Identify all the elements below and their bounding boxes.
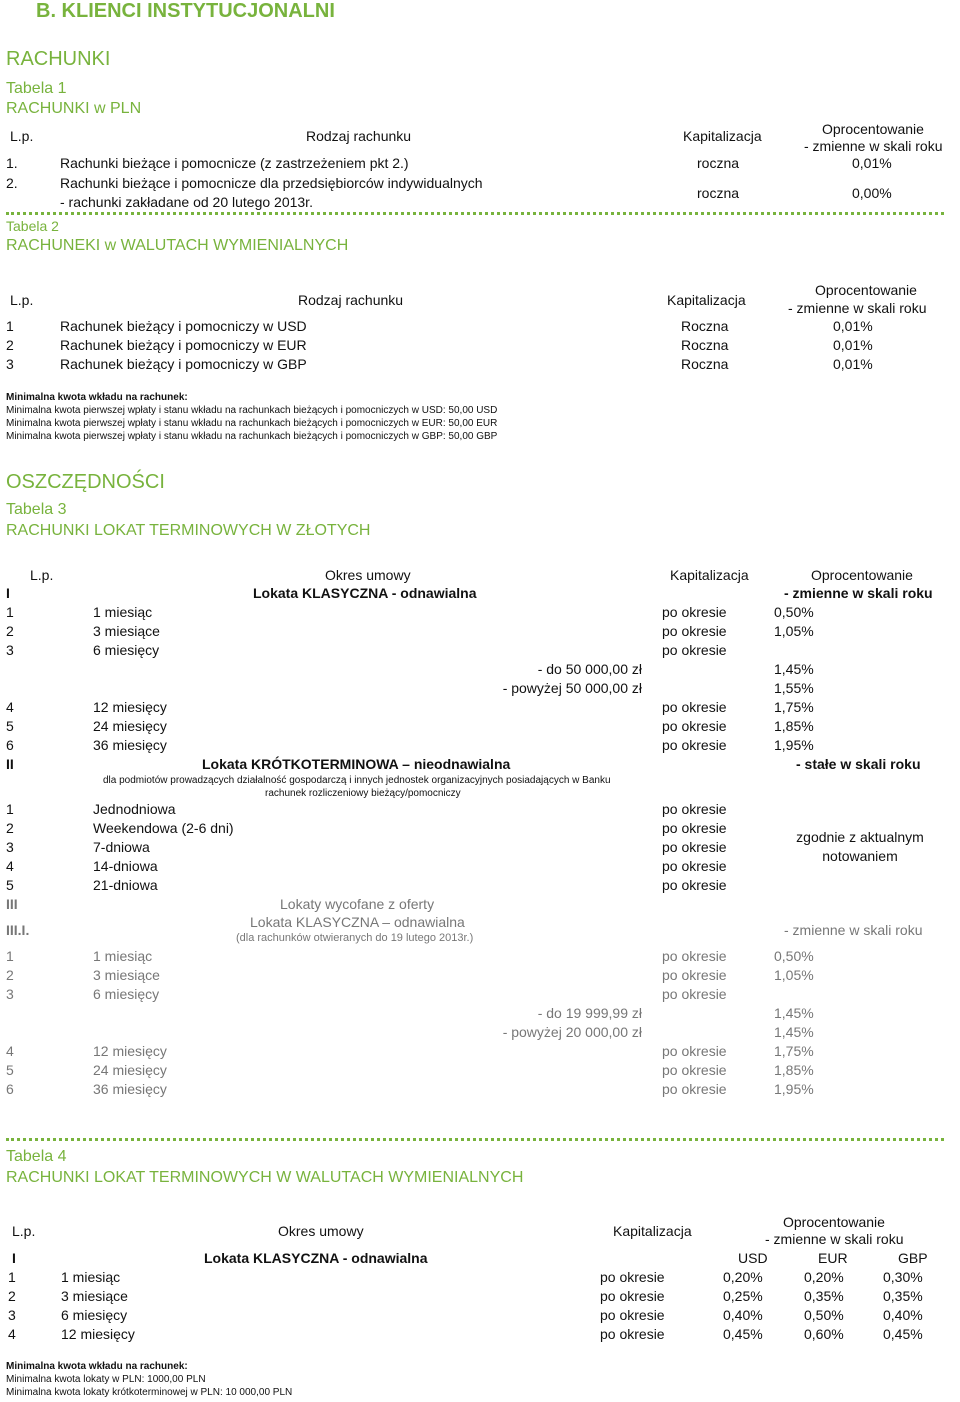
- table3-row-rate: 1,95%: [774, 737, 814, 753]
- table2-row2-kap: Roczna: [681, 337, 729, 353]
- table3-row-lp: 5: [6, 877, 14, 893]
- t4-min-short: Minimalna kwota lokaty krótkoterminowej w PLN: 10 000,00 PLN: [6, 1387, 293, 1398]
- table3-row-rate: 1,05%: [774, 967, 814, 983]
- table1-row1-lp: 1.: [6, 155, 18, 171]
- table4-row-gbp: 0,45%: [883, 1326, 923, 1342]
- table1-header-opr-note: - zmienne w skali roku: [804, 138, 943, 154]
- table3-row-kap: po okresie: [662, 877, 727, 893]
- table3-row-rate: 1,05%: [774, 623, 814, 639]
- oszczednosci-heading: OSZCZĘDNOŚCI: [6, 471, 165, 493]
- table3-row-lp: 6: [6, 737, 14, 753]
- table2-row2-name: Rachunek bieżący i pomocniczy w EUR: [60, 337, 307, 353]
- table3-row-rate: 1,45%: [774, 1005, 814, 1021]
- table3-row-kap: po okresie: [662, 1062, 727, 1078]
- table3-row-lp: 3: [6, 839, 14, 855]
- min-deposit-gbp: Minimalna kwota pierwszej wpłaty i stanu wkładu na rachunkach bieżących i pomocniczych w GBP: 50,00 GBP: [6, 431, 498, 442]
- table2-row3-lp: 3: [6, 356, 14, 372]
- table2-row2-rate: 0,01%: [833, 337, 873, 353]
- table2-row3-kap: Roczna: [681, 356, 729, 372]
- table4-row-okres: 1 miesiąc: [61, 1269, 121, 1285]
- table3-row-rate: 1,85%: [774, 1062, 814, 1078]
- table4-row-eur: 0,60%: [804, 1326, 844, 1342]
- table3-row-kap: po okresie: [662, 839, 727, 855]
- table3-sec2-rate: zgodnie z aktualnym: [796, 829, 924, 845]
- table3-row-okres: 3 miesiące: [93, 967, 160, 983]
- table4-row-usd: 0,40%: [723, 1307, 763, 1323]
- table2-header-kap: Kapitalizacja: [667, 292, 746, 308]
- table4-row-kap: po okresie: [600, 1307, 665, 1323]
- table4-header-opr: Oprocentowanie: [783, 1214, 885, 1230]
- table3-row-okres: 36 miesięcy: [93, 1081, 167, 1097]
- table3-row-okres: Weekendowa (2-6 dni): [93, 820, 234, 836]
- table3-header-kap: Kapitalizacja: [670, 567, 749, 583]
- table3-row-kap: po okresie: [662, 642, 727, 658]
- table3-row-okres: 24 miesięcy: [93, 1062, 167, 1078]
- table3-label: Tabela 3: [6, 501, 67, 518]
- table2-row1-name: Rachunek bieżący i pomocniczy w USD: [60, 318, 307, 334]
- table3-row-kap: po okresie: [662, 718, 727, 734]
- table3-sec31-note: - zmienne w skali roku: [784, 922, 923, 938]
- table4-row-lp: 2: [8, 1288, 16, 1304]
- table3-row-rate: 0,50%: [774, 948, 814, 964]
- min-deposit-title: Minimalna kwota wkładu na rachunek:: [6, 392, 188, 403]
- table4-row-okres: 3 miesiące: [61, 1288, 128, 1304]
- table4-row-eur: 0,35%: [804, 1288, 844, 1304]
- table4-col-gbp: GBP: [898, 1250, 928, 1266]
- table3-sec31-lp: III.I.: [6, 922, 30, 938]
- table3-sec2-rate-2: notowaniem: [822, 848, 898, 864]
- table3-row-rate: 1,95%: [774, 1081, 814, 1097]
- table2-header-rodzaj: Rodzaj rachunku: [298, 292, 404, 308]
- table3-sec1-lp: I: [6, 585, 10, 601]
- table1-row2-lp: 2.: [6, 175, 18, 191]
- table3-title: RACHUNKI LOKAT TERMINOWYCH W ZŁOTYCH: [6, 522, 371, 539]
- table3-row-okres: 7-dniowa: [93, 839, 150, 855]
- table3-sec2-desc2: rachunek rozliczeniowy bieżący/pomocniczy: [265, 788, 461, 799]
- table3-row-rate: 0,50%: [774, 604, 814, 620]
- table4-col-usd: USD: [738, 1250, 768, 1266]
- table3-row-rate: 1,85%: [774, 718, 814, 734]
- table2-row3-rate: 0,01%: [833, 356, 873, 372]
- table3-sec31-title: Lokata KLASYCZNA – odnawialna: [250, 914, 465, 930]
- table3-row-okres: 12 miesięcy: [93, 1043, 167, 1059]
- min-deposit-usd: Minimalna kwota pierwszej wpłaty i stanu wkładu na rachunkach bieżących i pomocniczych w USD: 50,00 USD: [6, 405, 498, 416]
- table4-row-kap: po okresie: [600, 1288, 665, 1304]
- table3-row-subrange: - do 19 999,99 zł: [537, 1005, 642, 1021]
- table1-header-lp: L.p.: [10, 128, 34, 144]
- table2-header-lp: L.p.: [10, 292, 34, 308]
- table3-row-rate: 1,45%: [774, 1024, 814, 1040]
- table3-row-subrange: - powyżej 20 000,00 zł: [502, 1024, 642, 1040]
- table3-sec31-sub: (dla rachunków otwieranych do 19 lutego 2013r.): [236, 932, 474, 944]
- table4-row-eur: 0,20%: [804, 1269, 844, 1285]
- table1-row1-kap: roczna: [697, 155, 740, 171]
- table3-row-lp: 4: [6, 858, 14, 874]
- table4-row-lp: 4: [8, 1326, 16, 1342]
- table3-row-okres: 12 miesięcy: [93, 699, 167, 715]
- table3-row-okres: 21-dniowa: [93, 877, 158, 893]
- table1-header-opr: Oprocentowanie: [822, 121, 924, 137]
- table4-row-gbp: 0,40%: [883, 1307, 923, 1323]
- table2-row3-name: Rachunek bieżący i pomocniczy w GBP: [60, 356, 307, 372]
- table3-row-lp: 5: [6, 718, 14, 734]
- table3-row-lp: 5: [6, 1062, 14, 1078]
- table4-row-lp: 3: [8, 1307, 16, 1323]
- table3-row-rate: 1,75%: [774, 1043, 814, 1059]
- table3-row-kap: po okresie: [662, 1043, 727, 1059]
- t4-min-title: Minimalna kwota wkładu na rachunek:: [6, 1361, 188, 1372]
- table3-row-okres: Jednodniowa: [93, 801, 176, 817]
- table3-row-lp: 1: [6, 801, 14, 817]
- table2-row1-kap: Roczna: [681, 318, 729, 334]
- table3-row-subrange: - powyżej 50 000,00 zł: [502, 680, 642, 696]
- table1-row2-rate: 0,00%: [852, 185, 892, 201]
- table3-row-lp: 3: [6, 986, 14, 1002]
- table1-row1-rate: 0,01%: [852, 155, 892, 171]
- table2-header-opr: Oprocentowanie: [815, 282, 917, 298]
- table4-header-opr-note: - zmienne w skali roku: [765, 1231, 904, 1247]
- table3-row-okres: 36 miesięcy: [93, 737, 167, 753]
- table4-label: Tabela 4: [6, 1148, 67, 1165]
- table3-row-lp: 1: [6, 948, 14, 964]
- table3-row-kap: po okresie: [662, 623, 727, 639]
- table2-header-opr-note: - zmienne w skali roku: [788, 300, 927, 316]
- table3-row-rate: 1,45%: [774, 661, 814, 677]
- table3-row-okres: 6 miesięcy: [93, 986, 160, 1002]
- table3-header-lp: L.p.: [30, 567, 54, 583]
- table3-row-okres: 1 miesiąc: [93, 948, 153, 964]
- table3-row-rate: 1,75%: [774, 699, 814, 715]
- table3-row-lp: 2: [6, 820, 14, 836]
- table3-row-lp: 1: [6, 604, 14, 620]
- table3-row-lp: 2: [6, 623, 14, 639]
- table2-row1-lp: 1: [6, 318, 14, 334]
- table4-row-lp: 1: [8, 1269, 16, 1285]
- table3-row-okres: 14-dniowa: [93, 858, 158, 874]
- table4-col-eur: EUR: [818, 1250, 848, 1266]
- table3-sec1-note: - zmienne w skali roku: [784, 585, 933, 601]
- table1-row2-name: Rachunki bieżące i pomocnicze dla przedsiębiorców indywidualnych: [60, 175, 483, 191]
- min-deposit-eur: Minimalna kwota pierwszej wpłaty i stanu wkładu na rachunkach bieżących i pomocniczych w EUR: 50,00 EUR: [6, 418, 498, 429]
- table2-row2-lp: 2: [6, 337, 14, 353]
- table4-header-okres: Okres umowy: [278, 1223, 364, 1239]
- table1-header-rodzaj: Rodzaj rachunku: [306, 128, 412, 144]
- table3-row-kap: po okresie: [662, 737, 727, 753]
- table3-row-kap: po okresie: [662, 604, 727, 620]
- table3-row-kap: po okresie: [662, 858, 727, 874]
- table3-row-lp: 4: [6, 1043, 14, 1059]
- table3-header-opr: Oprocentowanie: [811, 567, 913, 583]
- table3-row-okres: 6 miesięcy: [93, 642, 160, 658]
- t4-min-pln: Minimalna kwota lokaty w PLN: 1000,00 PLN: [6, 1374, 206, 1385]
- table3-row-kap: po okresie: [662, 986, 727, 1002]
- table2-title: RACHUNEKI w WALUTACH WYMIENIALNYCH: [6, 237, 349, 254]
- divider: [6, 212, 944, 215]
- table3-row-okres: 3 miesiące: [93, 623, 160, 639]
- table2-row1-rate: 0,01%: [833, 318, 873, 334]
- table3-row-okres: 24 miesięcy: [93, 718, 167, 734]
- table3-row-subrange: - do 50 000,00 zł: [537, 661, 642, 677]
- table3-row-lp: 3: [6, 642, 14, 658]
- table3-row-lp: 2: [6, 967, 14, 983]
- table1-row2-kap: roczna: [697, 185, 740, 201]
- table4-row-kap: po okresie: [600, 1326, 665, 1342]
- table4-row-eur: 0,50%: [804, 1307, 844, 1323]
- table3-sec2-lp: II: [6, 756, 14, 772]
- table3-row-kap: po okresie: [662, 801, 727, 817]
- table3-row-lp: 6: [6, 1081, 14, 1097]
- table3-sec1-title: Lokata KLASYCZNA - odnawialna: [253, 585, 477, 601]
- table3-sec2-note: - stałe w skali roku: [796, 756, 921, 772]
- table3-row-kap: po okresie: [662, 820, 727, 836]
- table3-row-kap: po okresie: [662, 1081, 727, 1097]
- table3-row-okres: 1 miesiąc: [93, 604, 153, 620]
- table1-row2-name2: - rachunki zakładane od 20 lutego 2013r.: [60, 194, 313, 210]
- table4-row-gbp: 0,35%: [883, 1288, 923, 1304]
- table4-header-kap: Kapitalizacja: [613, 1223, 692, 1239]
- table4-row-usd: 0,25%: [723, 1288, 763, 1304]
- table3-row-kap: po okresie: [662, 967, 727, 983]
- table3-header-okres: Okres umowy: [325, 567, 411, 583]
- table2-label: Tabela 2: [6, 218, 59, 234]
- table4-header-lp: L.p.: [12, 1223, 36, 1239]
- table1-title: RACHUNKI w PLN: [6, 100, 142, 117]
- table4-row-usd: 0,20%: [723, 1269, 763, 1285]
- table1-header-kap: Kapitalizacja: [683, 128, 762, 144]
- divider: [6, 1138, 944, 1141]
- table3-sec2-desc1: dla podmiotów prowadzących działalność gospodarczą i innych jednostek organizacyjnych posiadających w Banku: [103, 775, 611, 786]
- table3-row-lp: 4: [6, 699, 14, 715]
- table4-row-gbp: 0,30%: [883, 1269, 923, 1285]
- table1-row1-name: Rachunki bieżące i pomocnicze (z zastrzeżeniem pkt 2.): [60, 155, 409, 171]
- table3-row-rate: 1,55%: [774, 680, 814, 696]
- table4-row-kap: po okresie: [600, 1269, 665, 1285]
- table3-sec3-title: Lokaty wycofane z oferty: [280, 896, 435, 912]
- table4-sec-lp: I: [12, 1250, 16, 1266]
- table4-row-okres: 6 miesięcy: [61, 1307, 128, 1323]
- rachunki-heading: RACHUNKI: [6, 48, 111, 70]
- table1-label: Tabela 1: [6, 80, 67, 97]
- table3-row-kap: po okresie: [662, 699, 727, 715]
- table4-row-okres: 12 miesięcy: [61, 1326, 135, 1342]
- table3-sec2-title: Lokata KRÓTKOTERMINOWA – nieodnawialna: [202, 756, 511, 772]
- table3-sec3-lp: III: [6, 896, 18, 912]
- table4-sec-title: Lokata KLASYCZNA - odnawialna: [204, 1250, 428, 1266]
- table3-row-kap: po okresie: [662, 948, 727, 964]
- table4-title: RACHUNKI LOKAT TERMINOWYCH W WALUTACH WYMIENIALNYCH: [6, 1169, 524, 1186]
- section-title: B. KLIENCI INSTYTUCJONALNI: [36, 0, 335, 22]
- table4-row-usd: 0,45%: [723, 1326, 763, 1342]
